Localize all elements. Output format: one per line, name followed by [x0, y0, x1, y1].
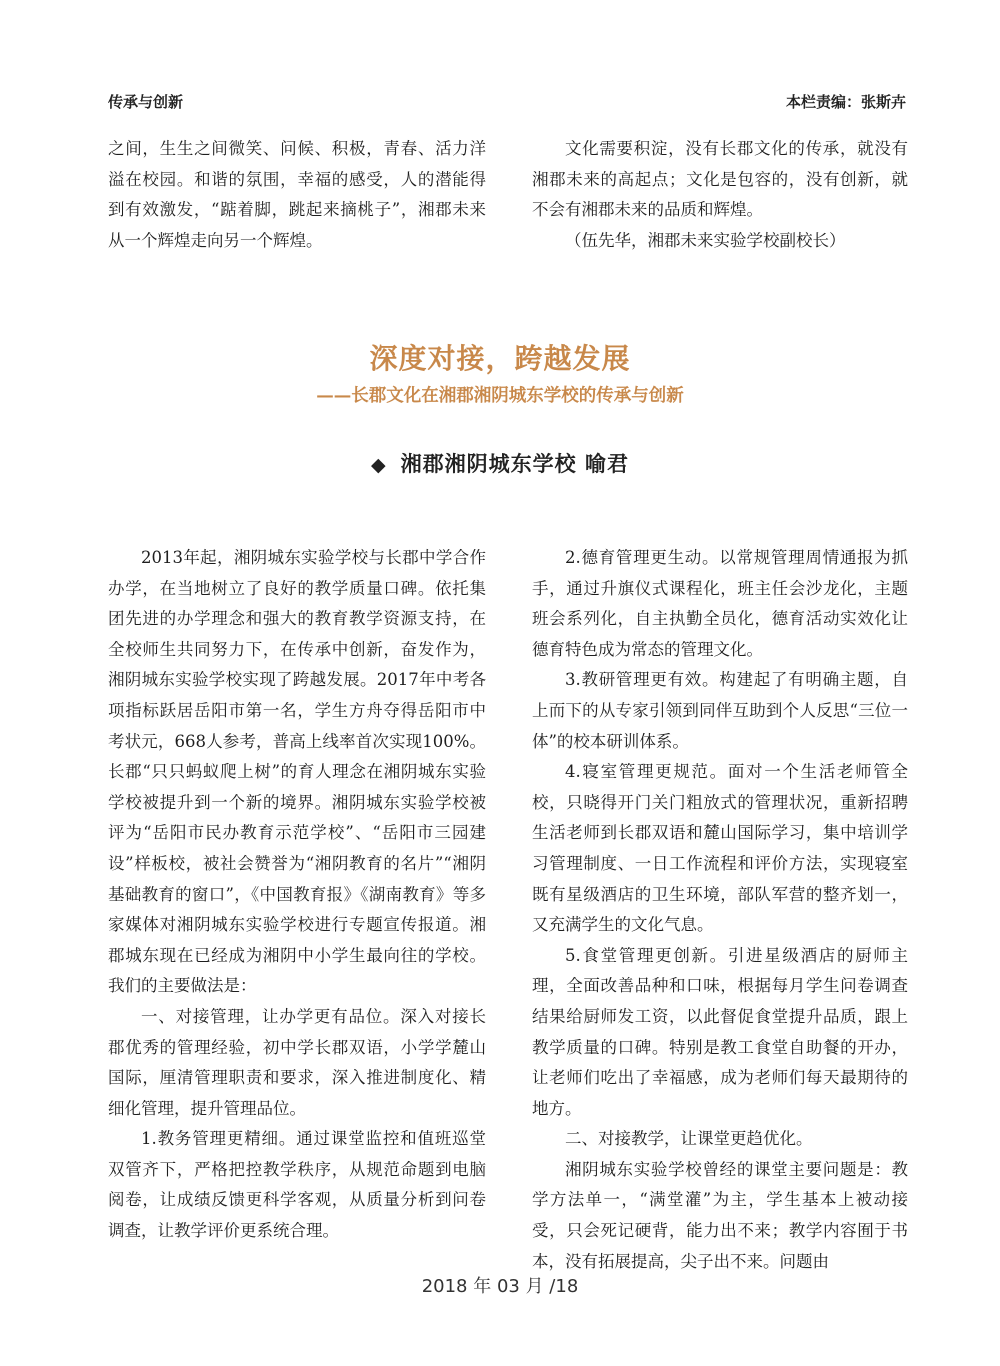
paragraph: 二、对接教学，让课堂更趋优化。	[565, 1129, 813, 1149]
article-title: 深度对接，跨越发展	[369, 342, 631, 375]
paragraph: 文化需要积淀，没有长郡文化的传承，就没有湘郡未来的高起点；文化是包容的，没有创新，就不会有湘郡未来的品质和辉煌。	[532, 139, 908, 220]
paragraph: 4.寝室管理更规范。面对一个生活老师管全校，只晓得开门关门粗放式的管理状况，重新招聘生活老师到长郡双语和麓山国际学习，集中培训学习管理制度、一日工作流程和评价方法，实现寝室既有星级酒店的卫生环境，部队军营的整齐划一，又充满学生的文化气息。	[532, 762, 908, 935]
paragraph: 2.德育管理更生动。以常规管理周情通报为抓手，通过升旗仪式课程化，班主任会沙龙化，主题班会系列化，自主执勤全员化，德育活动实效化让德育特色成为常态的管理文化。	[532, 548, 908, 659]
paragraph: 3.教研管理更有效。构建起了有明确主题，自上而下的从专家引领到同伴互助到个人反思“三位一体”的校本研训体系。	[532, 670, 908, 751]
article-column-right	[532, 543, 908, 1277]
editor-credit: 本栏责编：张斯卉	[785, 93, 906, 111]
paragraph: 2013年起，湘阴城东实验学校与长郡中学合作办学，在当地树立了良好的教学质量口碑。依托集团先进的办学理念和强大的教育教学资源支持，在全校师生共同努力下，在传承中创新，奋发作为，湘阴城东实验学校实现了跨越发展。2017年中考各项指标跃居岳阳市第一名，学生方舟夺得岳阳市中考状元，668人参考，普高上线率首次实现100%。长郡“只只蚂蚁爬上树”的育人理念在湘阴城东实验学校被提升到一个新的境界。湘阴城东实验学校被评为“岳阳市民办教育示范学校”、“岳阳市三园建设”样板校，被社会赞誉为“湘阴教育的名片”“湘阴基础教育的窗口”，《中国教育报》《湖南教育》等多家媒体对湘阴城东实验学校进行专题宣传报道。湘郡城东现在已经成为湘阴中小学生最向往的学校。我们的主要做法是：	[108, 548, 486, 996]
paragraph: 湘阴城东实验学校曾经的课堂主要问题是：教学方法单一，“满堂灌”为主，学生基本上被动接受，只会死记硬背，能力出不来；教学内容囿于书本，没有拓展提高，尖子出不来。问题由	[532, 1159, 908, 1271]
paragraph: 一、对接管理，让办学更有品位。深入对接长郡优秀的管理经验，初中学长郡双语，小学学麓山国际，厘清管理职责和要求，深入推进制度化、精细化管理，提升管理品位。	[108, 1006, 486, 1118]
section-header: 传承与创新	[108, 93, 184, 111]
previous-article-column-left	[108, 134, 486, 256]
article-byline	[0, 448, 1000, 478]
author-signature: （伍先华，湘郡未来实验学校副校长）	[565, 230, 846, 250]
article-subtitle: ——长郡文化在湘郡湘阴城东学校的传承与创新	[316, 386, 684, 406]
article-column-left	[108, 543, 486, 1247]
diamond-icon: ◆	[371, 454, 387, 476]
paragraph: 之间，生生之间微笑、问候、积极，青春、活力洋溢在校园。和谐的氛围，幸福的感受，人的潜能得到有效激发，“踮着脚，跳起来摘桃子”，湘郡未来从一个辉煌走向另一个辉煌。	[108, 139, 486, 250]
paragraph: 5.食堂管理更创新。引进星级酒店的厨师主理，全面改善品种和口味，根据每月学生问卷调查结果给厨师发工资，以此督促食堂提升品质，跟上教学质量的口碑。特别是教工食堂自助餐的开办，让老师们吃出了幸福感，成为老师们每天最期待的地方。	[532, 945, 908, 1118]
paragraph: 1.教务管理更精细。通过课堂监控和值班巡堂双管齐下，严格把控教学秩序，从规范命题到电脑阅卷，让成绩反馈更科学客观，从质量分析到问卷调查，让教学评价更系统合理。	[108, 1129, 486, 1241]
byline-text: 湘郡湘阴城东学校 喻君	[400, 451, 629, 476]
previous-article-column-right	[532, 134, 908, 256]
page-number: 2018 年 03 月 /18	[421, 1276, 579, 1297]
